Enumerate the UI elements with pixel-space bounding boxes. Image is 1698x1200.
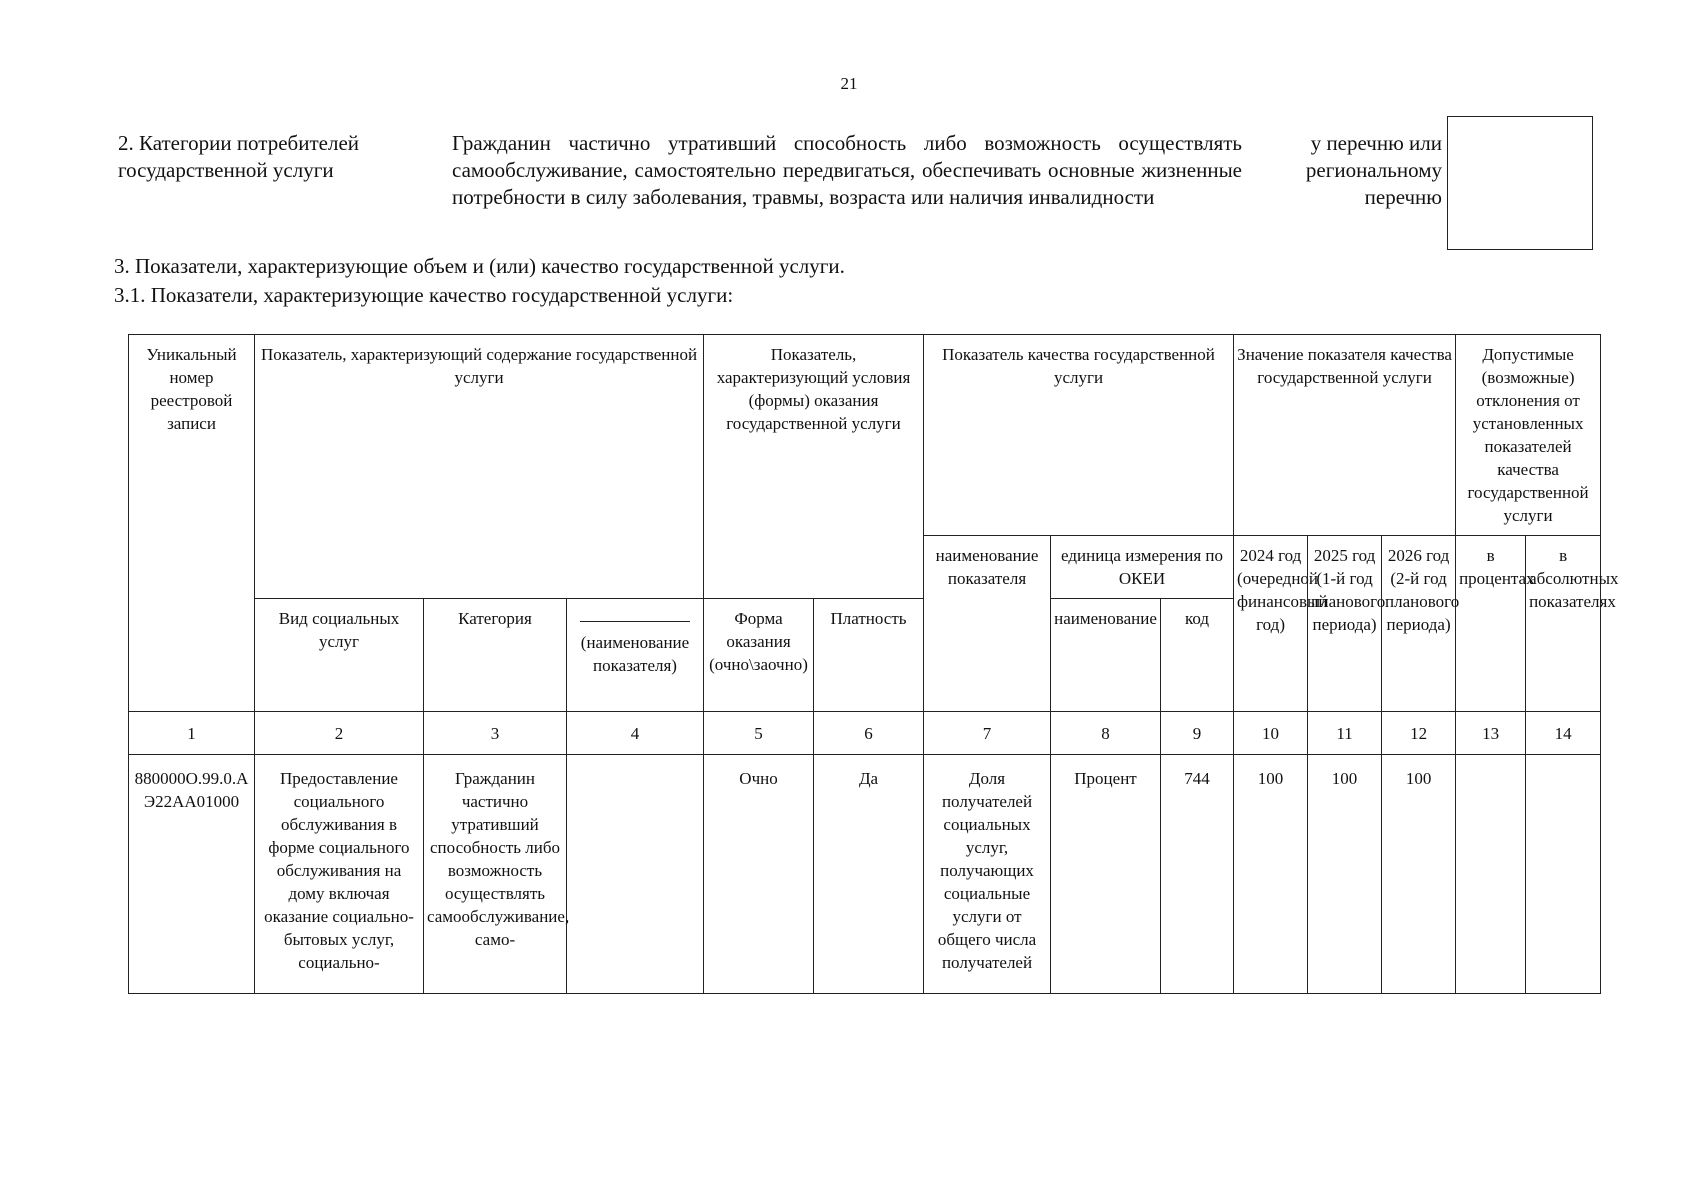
page-number: 21 bbox=[840, 74, 858, 93]
column-number: 13 bbox=[1456, 712, 1526, 755]
column-number: 10 bbox=[1234, 712, 1308, 755]
categories-code-box bbox=[1447, 116, 1593, 250]
categories-list-label: у перечню или региональному перечню bbox=[1305, 131, 1442, 209]
header-deviation: Допустимые (возможные) отклонения от установленных показателей качества государственной услуги bbox=[1456, 335, 1601, 536]
header-unit-code: код bbox=[1161, 599, 1234, 712]
header-row-2 bbox=[129, 536, 1601, 599]
quality-indicators-table bbox=[128, 334, 1619, 994]
category-cell: Гражданин частично утративший способность либо возможность осуществлять самообслуживание, само- bbox=[424, 755, 567, 994]
column-number: 12 bbox=[1382, 712, 1456, 755]
column-number: 9 bbox=[1161, 712, 1234, 755]
form-cell: Очно bbox=[704, 755, 814, 994]
value-2024-cell: 100 bbox=[1234, 755, 1308, 994]
column-number-row bbox=[129, 712, 1601, 755]
header-year-2026: 2026 год (2-й год планового периода) bbox=[1382, 536, 1456, 712]
header-year-2024: 2024 год (очередной финансовый год) bbox=[1234, 536, 1308, 712]
section-3-1-heading: 3.1. Показатели, характеризующие качество государственной услуги: bbox=[114, 283, 734, 307]
value-2025-cell: 100 bbox=[1308, 755, 1382, 994]
deviation-absolute-cell bbox=[1526, 755, 1601, 994]
table-row bbox=[129, 755, 1601, 994]
column-number: 8 bbox=[1051, 712, 1161, 755]
column-number: 2 bbox=[255, 712, 424, 755]
column-number: 11 bbox=[1308, 712, 1382, 755]
header-indicator-caption: (наименование показателя) bbox=[580, 633, 690, 675]
header-row-1 bbox=[129, 335, 1601, 536]
header-content: Показатель, характеризующий содержание государственной услуги bbox=[255, 335, 704, 536]
value-2026-cell: 100 bbox=[1382, 755, 1456, 994]
registry-number: 880000О.99.0.АЭ22АА01000 bbox=[129, 755, 255, 994]
column-number: 3 bbox=[424, 712, 567, 755]
header-indicator-placeholder bbox=[567, 599, 704, 712]
header-payment: Платность bbox=[814, 599, 924, 712]
header-registry: Уникальный номер реестровой записи bbox=[129, 335, 255, 712]
header-unit: единица измерения по ОКЕИ bbox=[1051, 536, 1234, 599]
header-value: Значение показателя качества государственной услуги bbox=[1234, 335, 1456, 536]
header-year-2025: 2025 год (1-й год планового периода) bbox=[1308, 536, 1382, 712]
section-3-heading: 3. Показатели, характеризующие объем и (или) качество государственной услуги. bbox=[114, 254, 845, 278]
column-number: 5 bbox=[704, 712, 814, 755]
categories-label: 2. Категории потребителей государственной услуги bbox=[118, 131, 359, 182]
categories-text: Гражданин частично утративший способность либо возможность осуществлять самообслуживание, самостоятельно передвигаться, обеспечивать основные жизненные потребности в силу заболевания, травмы, возраста или наличия инвалидности bbox=[452, 131, 1242, 209]
column-number: 7 bbox=[924, 712, 1051, 755]
header-quality: Показатель качества государственной услуги bbox=[924, 335, 1234, 536]
header-content-spacer bbox=[255, 536, 704, 599]
deviation-percent-cell bbox=[1456, 755, 1526, 994]
header-unit-name: наименование bbox=[1051, 599, 1161, 712]
blank-underline bbox=[580, 607, 690, 622]
header-form: Форма оказания (очно\заочно) bbox=[704, 599, 814, 712]
column-number: 4 bbox=[567, 712, 704, 755]
header-deviation-percent: в процентах bbox=[1456, 536, 1526, 712]
unit-name-cell: Процент bbox=[1051, 755, 1161, 994]
quality-name-cell: Доля получателей социальных услуг, получающих социальные услуги от общего числа получателей bbox=[924, 755, 1051, 994]
header-conditions: Показатель, характеризующий условия (формы) оказания государственной услуги bbox=[704, 335, 924, 536]
column-number: 6 bbox=[814, 712, 924, 755]
unit-code-cell: 744 bbox=[1161, 755, 1234, 994]
payment-cell: Да bbox=[814, 755, 924, 994]
column-number: 14 bbox=[1526, 712, 1601, 755]
header-category: Категория bbox=[424, 599, 567, 712]
column-number: 1 bbox=[129, 712, 255, 755]
header-indicator-name: наименование показателя bbox=[924, 536, 1051, 712]
header-deviation-absolute: в абсолютных показателях bbox=[1526, 536, 1601, 712]
header-conditions-spacer bbox=[704, 536, 924, 599]
indicator-cell bbox=[567, 755, 704, 994]
header-service-type: Вид социальных услуг bbox=[255, 599, 424, 712]
service-type-cell: Предоставление социального обслуживания в форме социального обслуживания на дому включая оказание социально-бытовых услуг, социально- bbox=[255, 755, 424, 994]
